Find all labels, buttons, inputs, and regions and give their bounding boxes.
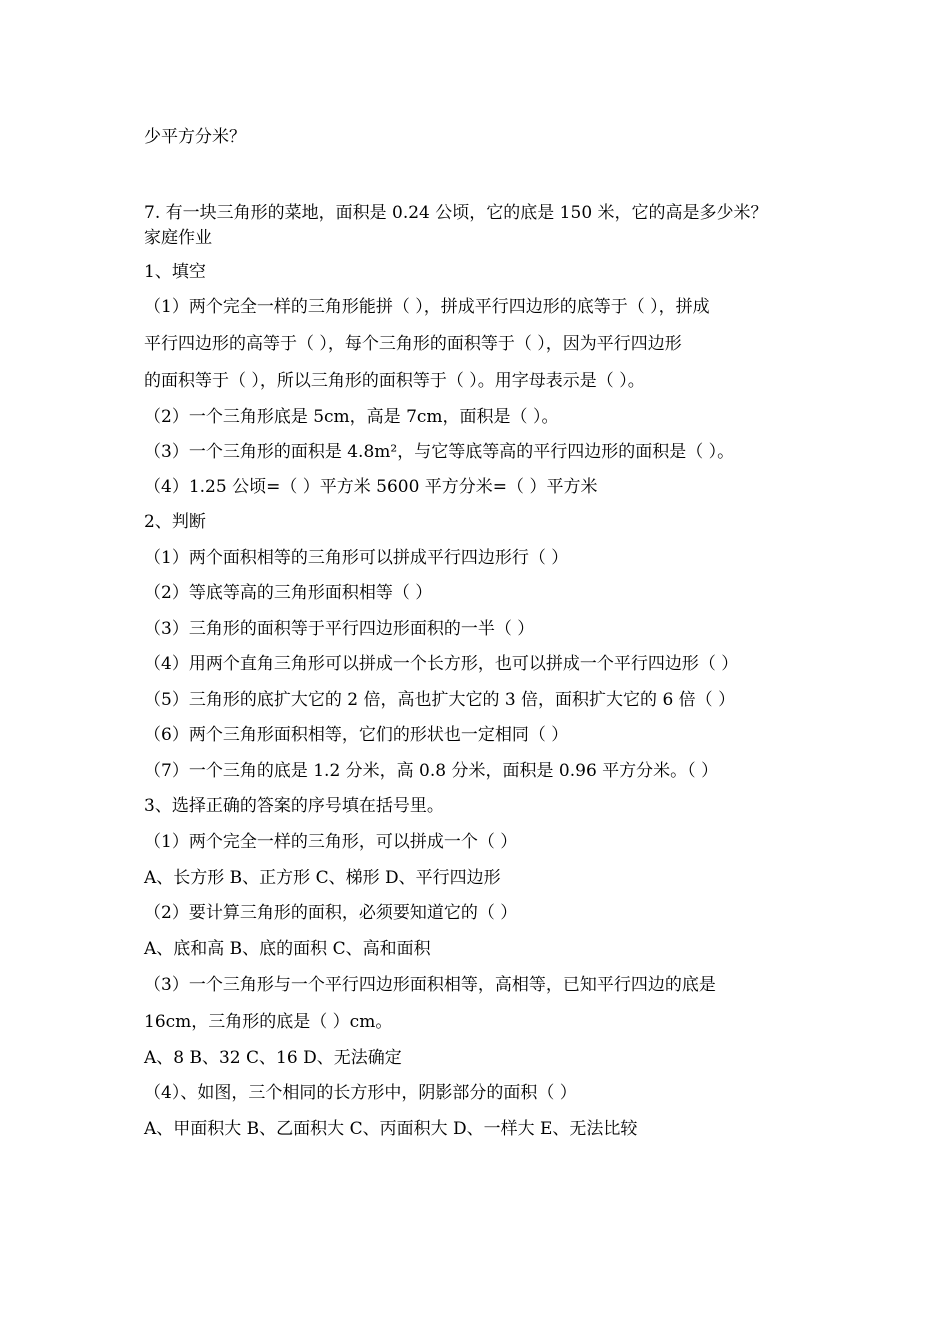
fill-blank-3: （3）一个三角形的面积是 4.8m²，与它等底等高的平行四边形的面积是（ ）。 xyxy=(144,442,735,462)
question-7: 7. 有一块三角形的菜地，面积是 0.24 公顷，它的底是 150 米，它的高是多少米？ xyxy=(144,203,768,223)
choice-4-options: A、甲面积大 B、乙面积大 C、丙面积大 D、一样大 E、无法比较 xyxy=(144,1119,638,1139)
choice-3-options: A、8 B、32 C、16 D、无法确定 xyxy=(144,1048,402,1068)
judge-1: （1）两个面积相等的三角形可以拼成平行四边形行（ ） xyxy=(144,548,569,568)
section-heading: 家庭作业 xyxy=(144,228,212,248)
choice-3-cont: 16cm，三角形的底是（ ）cm。 xyxy=(144,1012,393,1032)
choice-3: （3）一个三角形与一个平行四边形面积相等，高相等，已知平行四边的底是 xyxy=(144,975,716,995)
section-title-choice: 3、选择正确的答案的序号填在括号里。 xyxy=(144,796,444,816)
text-line: 少平方分米？ xyxy=(144,127,246,147)
fill-blank-2: （2）一个三角形底是 5cm，高是 7cm，面积是（ ）。 xyxy=(144,407,559,427)
judge-7: （7）一个三角的底是 1.2 分米，高 0.8 分米，面积是 0.96 平方分米。（ ） xyxy=(144,761,719,781)
judge-5: （5）三角形的底扩大它的 2 倍，高也扩大它的 3 倍，面积扩大它的 6 倍（ ） xyxy=(144,690,736,710)
choice-1: （1）两个完全一样的三角形，可以拼成一个（ ） xyxy=(144,832,518,852)
choice-2: （2）要计算三角形的面积，必须要知道它的（ ） xyxy=(144,903,518,923)
choice-1-options: A、长方形 B、正方形 C、梯形 D、平行四边形 xyxy=(144,868,501,888)
judge-2: （2）等底等高的三角形面积相等（ ） xyxy=(144,583,433,603)
fill-blank-1-cont: 平行四边形的高等于（ ），每个三角形的面积等于（ ），因为平行四边形 xyxy=(144,334,682,354)
choice-2-options: A、底和高 B、底的面积 C、高和面积 xyxy=(144,939,431,959)
choice-4: （4）、如图，三个相同的长方形中，阴影部分的面积（ ） xyxy=(144,1083,577,1103)
section-title-judge: 2、判断 xyxy=(144,512,206,532)
judge-3: （3）三角形的面积等于平行四边形面积的一半（ ） xyxy=(144,619,535,639)
judge-6: （6）两个三角形面积相等，它们的形状也一定相同（ ） xyxy=(144,725,569,745)
fill-blank-4: （4）1.25 公顷=（ ）平方米 5600 平方分米=（ ）平方米 xyxy=(144,477,598,497)
section-title-fill-blank: 1、填空 xyxy=(144,262,206,282)
judge-4: （4）用两个直角三角形可以拼成一个长方形，也可以拼成一个平行四边形（ ） xyxy=(144,654,739,674)
fill-blank-1-cont: 的面积等于（ ），所以三角形的面积等于（ ）。用字母表示是（ ）。 xyxy=(144,371,645,391)
fill-blank-1: （1）两个完全一样的三角形能拼（ ），拼成平行四边形的底等于（ ），拼成 xyxy=(144,297,710,317)
